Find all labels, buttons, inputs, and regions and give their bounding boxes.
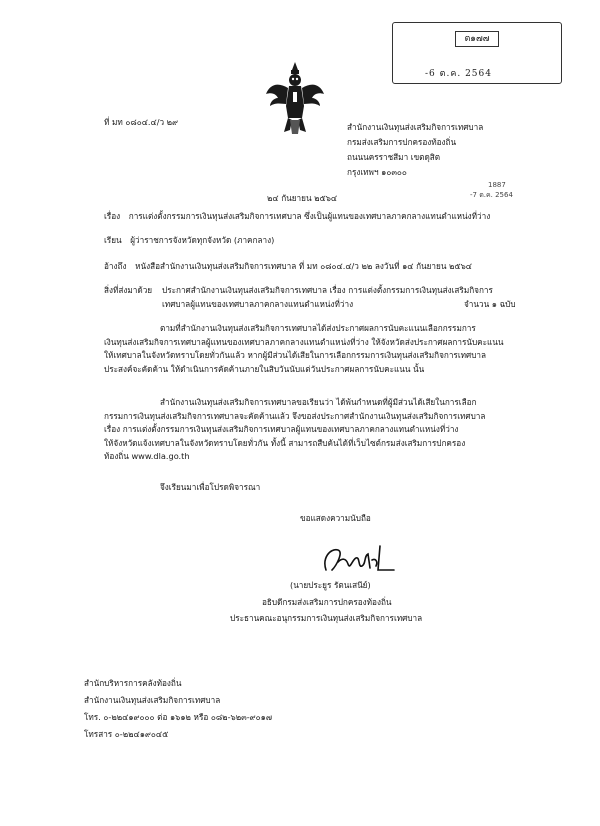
stamp-number: ต๑๗๗ bbox=[455, 31, 499, 47]
body-paragraph-1 bbox=[104, 322, 504, 376]
paragraph-line: กรรมการเงินทุนส่งเสริมกิจการเทศบาลจะคัดค้านแล้ว จึงขอส่งประกาศสำนักงานเงินทุนส่งเสริมกิจการเทศบาล bbox=[104, 410, 486, 421]
paragraph-line: สำนักงานเงินทุนส่งเสริมกิจการเทศบาลขอเรียนว่า ได้พ้นกำหนดที่ผู้มีส่วนได้เสียในการเลือก bbox=[160, 397, 477, 407]
paragraph-line: เงินทุนส่งเสริมกิจการเทศบาลผู้แทนของเทศบาลภาคกลางแทนตำแหน่งที่ว่าง ให้จังหวัดส่งประกาศผลการนับคะแนน bbox=[104, 336, 504, 347]
body-paragraph-2 bbox=[104, 396, 485, 464]
enclosure-line-2: เทศบาลผู้แทนของเทศบาลภาคกลางแทนตำแหน่งที่ว่าง bbox=[162, 299, 354, 309]
paragraph-line: ตามที่สำนักงานเงินทุนส่งเสริมกิจการเทศบาลได้ส่งประกาศผลการนับคะแนนเลือกกรรมการ bbox=[160, 323, 476, 333]
footer-line: สำนักบริหารการคลังท้องถิ่น bbox=[84, 678, 182, 688]
signatory-title-1: อธิบดีกรมส่งเสริมการปกครองท้องถิ่น bbox=[262, 597, 392, 607]
signatory-title-2: ประธานคณะอนุกรรมการเงินทุนส่งเสริมกิจการเทศบาล bbox=[230, 613, 423, 623]
paragraph-line: ให้เทศบาลในจังหวัดทราบโดยทั่วกันแล้ว หากผู้มีส่วนได้เสียในการเลือกกรรมการเงินทุนส่งเสริมกิจการเทศบาล bbox=[104, 350, 487, 360]
paragraph-line: ประสงค์จะคัดค้าน ให้ดำเนินการคัดค้านภายในสิบวันนับแต่วันประกาศผลการนับคะแนน นั้น bbox=[104, 363, 425, 374]
subject-text: การแต่งตั้งกรรมการเงินทุนส่งเสริมกิจการเทศบาล ซึ่งเป็นผู้แทนของเทศบาลภาคกลางแทนตำแหน่งที่ว่าง bbox=[128, 211, 491, 221]
sender-line: กรุงเทพฯ ๑๐๓๐๐ bbox=[347, 167, 407, 177]
enclosure-count: จำนวน ๑ ฉบับ bbox=[464, 299, 516, 309]
signatory-name: (นายประยูร รัตนเสนีย์) bbox=[290, 580, 371, 590]
signature-icon bbox=[318, 540, 396, 578]
closing-request: จึงเรียนมาเพื่อโปรดพิจารณา bbox=[160, 482, 261, 492]
receipt-date: -7 ต.ค. 2564 bbox=[470, 191, 513, 199]
enclosure-label: สิ่งที่ส่งมาด้วย bbox=[104, 285, 153, 295]
paragraph-line: ท้องถิ่น www.dla.go.th bbox=[104, 451, 190, 461]
reference-label: อ้างถึง bbox=[104, 261, 127, 271]
stamp-date: -6 ต.ค. 2564 bbox=[425, 69, 492, 79]
closing-salutation: ขอแสดงความนับถือ bbox=[300, 513, 371, 523]
document-date: ๒๔ กันยายน ๒๕๖๔ bbox=[267, 193, 338, 203]
sender-line: ถนนนครราชสีมา เขตดุสิต bbox=[347, 152, 441, 162]
recipient-label: เรียน bbox=[104, 235, 122, 245]
subject-line bbox=[104, 211, 490, 221]
garuda-emblem-icon bbox=[264, 60, 326, 136]
document-number: ที่ มท ๐๘๐๔.๔/ว ๒๙ bbox=[104, 117, 179, 127]
reference-text: หนังสือสำนักงานเงินทุนส่งเสริมกิจการเทศบาล ที่ มท ๐๘๐๔.๔/ว ๒๒ ลงวันที่ ๑๔ กันยายน ๒๕๖๔ bbox=[135, 261, 473, 271]
sender-line: สำนักงานเงินทุนส่งเสริมกิจการเทศบาล bbox=[347, 122, 484, 132]
sender-address bbox=[347, 120, 483, 180]
footer-line: โทรสาร ๐-๒๒๔๑๙๐๔๕ bbox=[84, 729, 169, 739]
subject-label: เรื่อง bbox=[104, 211, 121, 221]
footer-line: สำนักงานเงินทุนส่งเสริมกิจการเทศบาล bbox=[84, 695, 221, 705]
recipient-line bbox=[104, 235, 274, 245]
contact-footer bbox=[84, 675, 272, 743]
recipient-text: ผู้ว่าราชการจังหวัดทุกจังหวัด (ภาคกลาง) bbox=[130, 235, 275, 245]
footer-line: โทร. ๐-๒๒๔๑๙๐๐๐ ต่อ ๑๖๑๒ หรือ ๐๘๒-๖๒๓-๙๐๑๗ bbox=[84, 712, 273, 722]
reference-line bbox=[104, 261, 472, 271]
paragraph-line: ให้จังหวัดแจ้งเทศบาลในจังหวัดทราบโดยทั่วกัน ทั้งนี้ สามารถสืบค้นได้ที่เว็บไซต์กรมส่งเสริมการปกครอง bbox=[104, 437, 466, 448]
enclosure-line-1: ประกาศสำนักงานเงินทุนส่งเสริมกิจการเทศบาล เรื่อง การแต่งตั้งกรรมการเงินทุนส่งเสริมกิจการ bbox=[162, 285, 493, 295]
sender-line: กรมส่งเสริมการปกครองท้องถิ่น bbox=[347, 137, 457, 147]
paragraph-line: เรื่อง การแต่งตั้งกรรมการเงินทุนส่งเสริมกิจการเทศบาลผู้แทนของเทศบาลภาคกลางแทนตำแหน่งที่ว่าง bbox=[104, 424, 459, 434]
receipt-number: 1887 bbox=[488, 181, 506, 189]
